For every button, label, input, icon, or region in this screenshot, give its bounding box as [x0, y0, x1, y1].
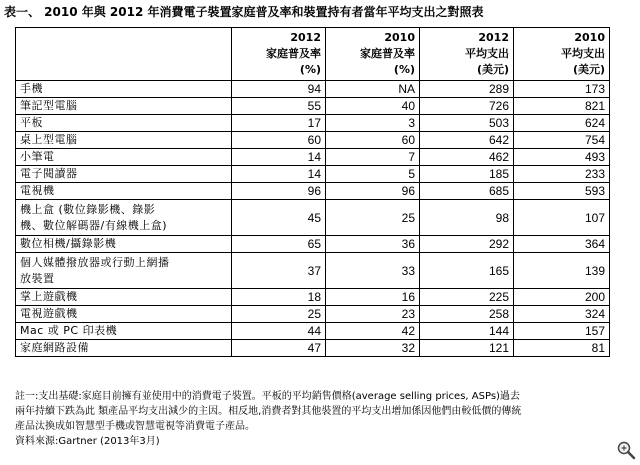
cell-2012-spending: 225 — [420, 289, 514, 306]
cell-2012-spending: 726 — [420, 98, 514, 115]
cell-2012-penetration: 65 — [232, 236, 326, 253]
cell-2010-spending: 157 — [514, 323, 610, 340]
table-row — [16, 81, 610, 98]
row-label: 電視機 — [16, 183, 232, 200]
table-row — [16, 98, 610, 115]
row-label — [16, 253, 232, 289]
table-row — [16, 306, 610, 323]
cell-2012-spending: 685 — [420, 183, 514, 200]
cell-2012-penetration: 14 — [232, 149, 326, 166]
row-label: 電視遊戲機 — [16, 306, 232, 323]
cell-2012-penetration: 17 — [232, 115, 326, 132]
row-label: 家庭網路設備 — [16, 340, 232, 357]
cell-2010-penetration: 42 — [326, 323, 420, 340]
cell-2012-spending: 185 — [420, 166, 514, 183]
table-row — [16, 115, 610, 132]
cell-2010-spending: 173 — [514, 81, 610, 98]
cell-2010-spending: 821 — [514, 98, 610, 115]
row-label: 掌上遊戲機 — [16, 289, 232, 306]
cell-2010-penetration: 23 — [326, 306, 420, 323]
source-line: 資料來源:Gartner (2013年3月) — [15, 436, 160, 447]
header-metric: 家庭普及率 — [360, 47, 415, 60]
cell-2012-penetration: 96 — [232, 183, 326, 200]
header-unit: (%) — [393, 63, 415, 76]
cell-2012-spending: 121 — [420, 340, 514, 357]
cell-2010-penetration: 7 — [326, 149, 420, 166]
cell-2012-spending: 503 — [420, 115, 514, 132]
header-2010-penetration — [326, 28, 420, 81]
cell-2012-spending: 642 — [420, 132, 514, 149]
cell-2010-spending: 624 — [514, 115, 610, 132]
table-row — [16, 340, 610, 357]
table-row — [16, 149, 610, 166]
table-row — [16, 200, 610, 236]
cell-2012-penetration: 14 — [232, 166, 326, 183]
cell-2012-spending: 258 — [420, 306, 514, 323]
table-row — [16, 323, 610, 340]
cell-2010-penetration: 25 — [326, 200, 420, 236]
cell-2012-spending: 165 — [420, 253, 514, 289]
cell-2010-penetration: 60 — [326, 132, 420, 149]
cell-2012-penetration: 60 — [232, 132, 326, 149]
cell-2010-penetration: 96 — [326, 183, 420, 200]
cell-2010-penetration: 33 — [326, 253, 420, 289]
cell-2010-penetration: NA — [326, 81, 420, 98]
header-2010-spending — [514, 28, 610, 81]
cell-2010-spending: 81 — [514, 340, 610, 357]
header-2012-spending — [420, 28, 514, 81]
row-label: 桌上型電腦 — [16, 132, 232, 149]
cell-2012-spending: 289 — [420, 81, 514, 98]
cell-2010-spending: 324 — [514, 306, 610, 323]
cell-2010-spending: 107 — [514, 200, 610, 236]
row-label: 手機 — [16, 81, 232, 98]
table-row — [16, 183, 610, 200]
row-label: 數位相機/攝錄影機 — [16, 236, 232, 253]
cell-2010-spending: 593 — [514, 183, 610, 200]
row-label-line: 放裝置 — [20, 271, 55, 285]
cell-2010-spending: 200 — [514, 289, 610, 306]
cell-2010-spending: 139 — [514, 253, 610, 289]
header-year: 2012 — [478, 31, 509, 44]
note-line: 註一:支出基礎:家庭目前擁有並使用中的消費電子裝置。平板的平均銷售價格(average selling prices, ASPs)過去 — [15, 391, 520, 402]
cell-2010-penetration: 16 — [326, 289, 420, 306]
comparison-table — [15, 27, 610, 357]
cell-2012-spending: 144 — [420, 323, 514, 340]
cell-2012-penetration: 45 — [232, 200, 326, 236]
cell-2010-spending: 364 — [514, 236, 610, 253]
zoom-icon[interactable] — [616, 440, 636, 460]
row-label-line: 機、數位解碼器/有線機上盒) — [20, 218, 167, 232]
header-empty-cell — [16, 28, 232, 81]
cell-2010-penetration: 40 — [326, 98, 420, 115]
note-line: 兩年持續下跌為此 類產品平均支出減少的主因。相反地,消費者對其他裝置的平均支出增加係因他們由較低價的傳統 — [15, 406, 522, 417]
cell-2010-penetration: 5 — [326, 166, 420, 183]
row-label: 小筆電 — [16, 149, 232, 166]
cell-2010-penetration: 36 — [326, 236, 420, 253]
row-label-line: 個人媒體撥放器或行動上網播 — [20, 255, 170, 269]
cell-2012-penetration: 44 — [232, 323, 326, 340]
row-label: 筆記型電腦 — [16, 98, 232, 115]
row-label: 平板 — [16, 115, 232, 132]
footnotes — [15, 389, 633, 449]
row-label — [16, 200, 232, 236]
header-year: 2012 — [290, 31, 321, 44]
cell-2010-penetration: 32 — [326, 340, 420, 357]
cell-2012-penetration: 47 — [232, 340, 326, 357]
header-metric: 家庭普及率 — [266, 47, 321, 60]
header-year: 2010 — [574, 31, 605, 44]
header-year: 2010 — [384, 31, 415, 44]
header-metric: 平均支出 — [465, 47, 509, 60]
table-row — [16, 253, 610, 289]
row-label: Mac 或 PC 印表機 — [16, 323, 232, 340]
cell-2012-spending: 462 — [420, 149, 514, 166]
header-2012-penetration — [232, 28, 326, 81]
cell-2012-penetration: 94 — [232, 81, 326, 98]
header-unit: (美元) — [476, 63, 509, 76]
header-unit: (%) — [299, 63, 321, 76]
cell-2012-penetration: 55 — [232, 98, 326, 115]
cell-2012-penetration: 18 — [232, 289, 326, 306]
cell-2010-penetration: 3 — [326, 115, 420, 132]
table-row — [16, 166, 610, 183]
row-label: 電子閱讀器 — [16, 166, 232, 183]
row-label-line: 機上盒 (數位錄影機、錄影 — [20, 202, 156, 216]
cell-2010-spending: 233 — [514, 166, 610, 183]
note-line: 產品汰換成如智慧型手機或智慧電視等消費電子產品。 — [15, 421, 255, 432]
table-row — [16, 289, 610, 306]
table-row — [16, 132, 610, 149]
cell-2012-penetration: 25 — [232, 306, 326, 323]
cell-2010-spending: 754 — [514, 132, 610, 149]
cell-2012-penetration: 37 — [232, 253, 326, 289]
cell-2012-spending: 292 — [420, 236, 514, 253]
header-unit: (美元) — [572, 63, 605, 76]
table-title: 表一、 2010 年與 2012 年消費電子裝置家庭普及率和裝置持有者當年平均支出之對照表 — [4, 5, 484, 19]
cell-2010-spending: 493 — [514, 149, 610, 166]
header-metric: 平均支出 — [561, 47, 605, 60]
cell-2012-spending: 98 — [420, 200, 514, 236]
header-row — [16, 28, 610, 81]
table-row — [16, 236, 610, 253]
